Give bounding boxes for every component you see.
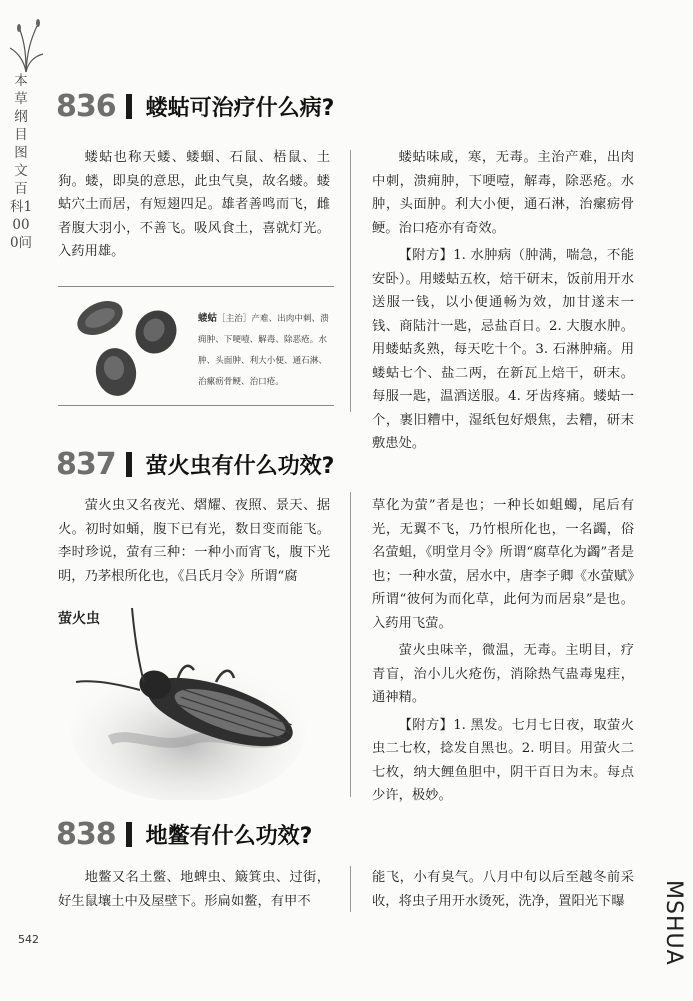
grass-logo-icon [8, 16, 44, 72]
paragraph: 蝼蛄也称天蝼、蝼蝈、石鼠、梧鼠、土狗。蝼，即臭的意思，此虫气臭，故名蝼。蝼蛄穴土而居，有短翅四足。雄者善鸣而飞，雌者腹大羽小，不善飞。吸风食土，喜就灯光。入药用雄。 [58, 150, 330, 259]
question-number: 838 [56, 816, 116, 852]
question-837-heading [56, 442, 334, 486]
question-title: 萤火虫有什么功效? [145, 453, 335, 479]
divider [58, 286, 334, 287]
heading-bar [126, 452, 132, 477]
question-number: 837 [56, 446, 116, 482]
caption-name: 蝼蛄 [198, 313, 218, 324]
question-title: 蝼蛄可治疗什么病? [145, 95, 335, 121]
paragraph: 草化为萤”者是也；一种长如蛆蠋，尾后有光，无翼不飞，乃竹根所化也，一名蠲，俗名萤蛆，《明堂月令》所谓“腐草化为蠲”者是也；一种水萤，居水中，唐李子卿《水萤赋》所谓“彼何为而化草，此何为而居泉”是也。入药用飞萤。 [372, 498, 634, 631]
firefly-image [70, 600, 306, 800]
section-838-right-column [372, 866, 634, 913]
formula-paragraph: 【附方】1. 水肿病（肿满，喘急，不能安卧）。用蝼蛄五枚，焙干研末，饭前用开水送服一钱，以小便通畅为效，加甘遂末一钱、商陆汁一匙，忌盐百日。2. 大腹水肿。用蝼蛄炙熟，每天吃十个。3. 石淋肿痛。用蝼蛄七个、盐二两，在新瓦上焙干，研末。每服一匙，温酒送服。4. 牙齿疼痛。蝼蛄一个，裹旧糟中，湿纸包好煨焦，去糟，研末敷患处。 [372, 248, 634, 451]
paragraph: 蝼蛄味咸，寒，无毒。主治产难，出肉中刺，溃痈肿，下哽噎，解毒，除恶疮。水肿，头面肿。利大小便，通石淋，治瘰疬骨鲠。治口疮亦有奇效。 [372, 150, 634, 236]
paragraph: 萤火虫又名夜光、熠耀、夜照、景天、据火。初时如蛹，腹下已有光，数日变而能飞。李时珍说，萤有三种：一种小而宵飞，腹下光明，乃茅根所化也，《吕氏月令》所谓“腐 [58, 498, 330, 584]
section-836-left-column [58, 146, 330, 264]
question-836-heading [56, 84, 334, 128]
mole-cricket-image [70, 296, 188, 400]
column-divider [350, 492, 351, 797]
caption-text: ［主治］产难、出肉中刺、溃痈肿、下哽噎、解毒、除恶疮。水肿、头面肿、利大小便、通石淋、治瘰疬骨鲠、治口疮。 [198, 314, 329, 387]
column-divider [350, 866, 351, 912]
watermark: MSHUA [661, 880, 686, 966]
heading-bar [126, 822, 132, 847]
image-caption [198, 306, 330, 390]
page-number: 542 [18, 933, 39, 946]
formula-paragraph: 【附方】1. 黑发。七月七日夜，取萤火虫二七枚，捻发自黑也。2. 明目。用萤火二七枚，纳大鲤鱼胆中，阴干百日为末。每点少许，极妙。 [372, 717, 634, 803]
book-series-title: 本草纲目图文百科1000问 [9, 73, 33, 251]
question-title: 地鳖有什么功效? [145, 823, 313, 849]
section-837-right-column [372, 494, 634, 808]
column-divider [350, 150, 351, 412]
paragraph: 地鳖又名土鳖、地蜱虫、簸箕虫、过街，好生鼠壤土中及屋壁下。形扁如鳖，有甲不 [58, 870, 330, 909]
section-837-left-column [58, 494, 330, 588]
paragraph: 萤火虫味辛，微温，无毒。主明目，疗青盲，治小儿火疮伤，消除热气蛊毒鬼疰，通神精。 [372, 643, 634, 705]
divider [58, 405, 334, 406]
question-838-heading [56, 812, 312, 856]
section-838-left-column [58, 866, 330, 913]
image-label: 萤火虫 [58, 611, 100, 627]
paragraph: 能飞，小有臭气。八月中旬以后至越冬前采收，将虫子用开水烫死，洗净，置阳光下曝 [372, 870, 634, 909]
question-number: 836 [56, 88, 116, 124]
section-836-right-column [372, 146, 634, 456]
heading-bar [126, 94, 132, 119]
